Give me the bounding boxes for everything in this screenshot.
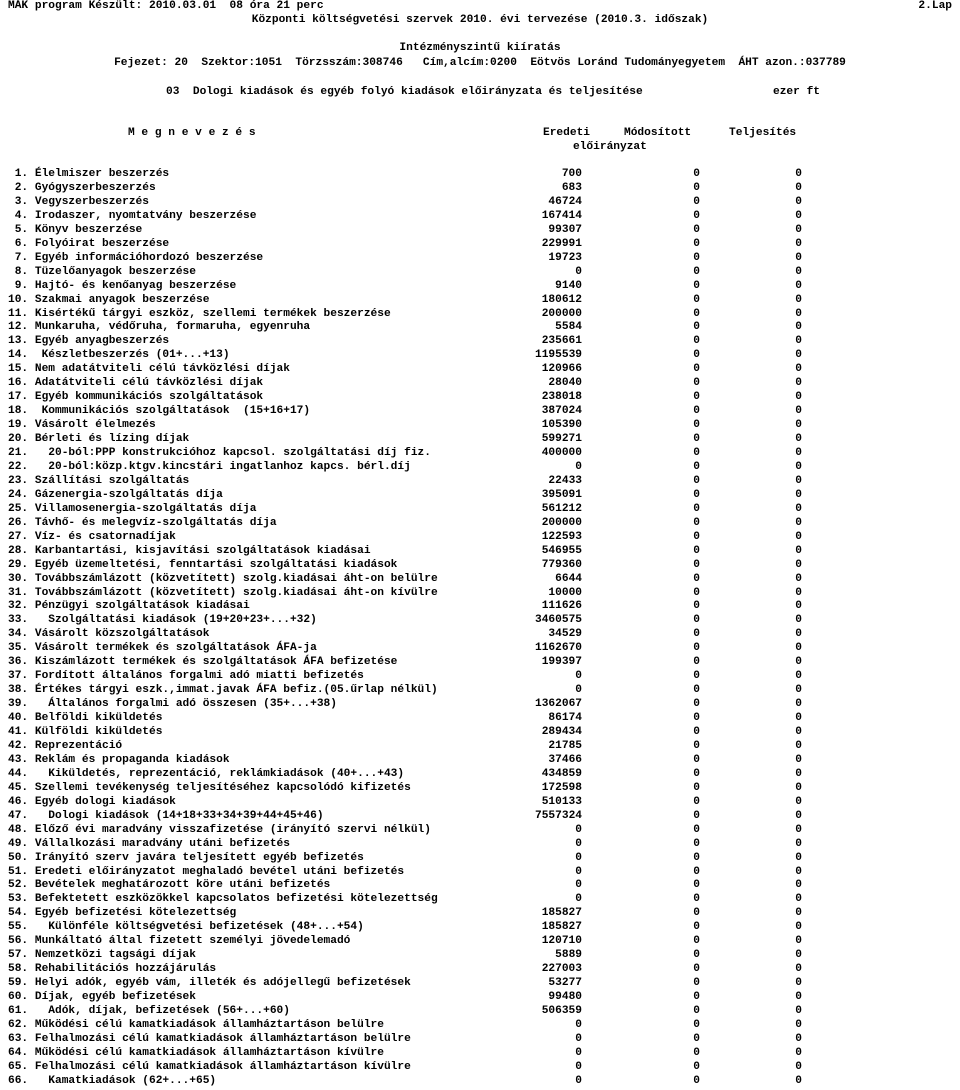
row-completed-value: 0	[795, 977, 802, 989]
row-completed-value: 0	[795, 712, 802, 724]
row-completed-value: 0	[795, 224, 802, 236]
row-label: 56. Munkáltató által fizetett személyi jövedelemadó	[8, 935, 351, 947]
row-modified-value: 0	[693, 461, 700, 473]
row-completed-value: 0	[795, 670, 802, 682]
row-completed-value: 0	[795, 266, 802, 278]
row-modified-value: 0	[693, 503, 700, 515]
row-original-value: 120710	[541, 935, 582, 947]
row-modified-value: 0	[693, 559, 700, 571]
row-label: 61. Adók, díjak, befizetések (56+...+60)	[8, 1005, 290, 1017]
row-completed-value: 0	[795, 768, 802, 780]
row-modified-value: 0	[693, 266, 700, 278]
report-subtitle: Központi költségvetési szervek 2010. évi tervezése (2010.3. időszak)	[251, 14, 709, 26]
row-label: 8. Tüzelőanyagok beszerzése	[8, 266, 196, 278]
row-modified-value: 0	[693, 879, 700, 891]
row-label: 43. Reklám és propaganda kiadások	[8, 754, 230, 766]
row-completed-value: 0	[795, 838, 802, 850]
row-original-value: 1362067	[535, 698, 582, 710]
row-modified-value: 0	[693, 1061, 700, 1073]
row-original-value: 200000	[541, 517, 582, 529]
row-original-value: 22433	[548, 475, 582, 487]
row-original-value: 122593	[541, 531, 582, 543]
row-label: 64. Működési célú kamatkiadások államháztartáson kívülre	[8, 1047, 384, 1059]
row-original-value: 400000	[541, 447, 582, 459]
row-label: 63. Felhalmozási célú kamatkiadások államháztartáson belülre	[8, 1033, 411, 1045]
row-label: 6. Folyóirat beszerzése	[8, 238, 170, 250]
row-label: 22. 20-ból:közp.ktgv.kincstári ingatlanhoz kapcs. bérl.díj	[8, 461, 411, 473]
row-modified-value: 0	[693, 1075, 700, 1087]
row-modified-value: 0	[693, 587, 700, 599]
row-completed-value: 0	[795, 935, 802, 947]
row-original-value: 0	[575, 866, 582, 878]
row-modified-value: 0	[693, 824, 700, 836]
row-original-value: 199397	[541, 656, 582, 668]
row-label: 65. Felhalmozási célú kamatkiadások államháztartáson kívülre	[8, 1061, 411, 1073]
row-completed-value: 0	[795, 949, 802, 961]
column-header-modified-sub: előirányzat	[573, 141, 647, 153]
row-original-value: 34529	[548, 628, 582, 640]
row-label: 36. Kiszámlázott termékek és szolgáltatások ÁFA befizetése	[8, 656, 398, 668]
row-modified-value: 0	[693, 419, 700, 431]
row-label: 20. Bérleti és lízing díjak	[8, 433, 190, 445]
row-original-value: 0	[575, 1019, 582, 1031]
row-label: 3. Vegyszerbeszerzés	[8, 196, 149, 208]
row-original-value: 200000	[541, 308, 582, 320]
row-original-value: 599271	[541, 433, 582, 445]
row-original-value: 1162670	[535, 642, 582, 654]
report-generated-info: MÁK program Készült: 2010.03.01 08 óra 21 perc	[8, 0, 324, 12]
row-original-value: 5584	[555, 321, 582, 333]
row-original-value: 5889	[555, 949, 582, 961]
row-completed-value: 0	[795, 517, 802, 529]
row-original-value: 180612	[541, 294, 582, 306]
row-label: 7. Egyéb információhordozó beszerzése	[8, 252, 264, 264]
row-original-value: 289434	[541, 726, 582, 738]
row-modified-value: 0	[693, 628, 700, 640]
row-original-value: 0	[575, 879, 582, 891]
row-original-value: 111626	[541, 600, 582, 612]
row-completed-value: 0	[795, 879, 802, 891]
row-label: 54. Egyéb befizetési kötelezettség	[8, 907, 237, 919]
row-original-value: 0	[575, 1047, 582, 1059]
row-original-value: 238018	[541, 391, 582, 403]
row-original-value: 510133	[541, 796, 582, 808]
row-completed-value: 0	[795, 238, 802, 250]
section-title: 03 Dologi kiadások és egyéb folyó kiadások előirányzata és teljesítése	[166, 86, 643, 98]
row-modified-value: 0	[693, 517, 700, 529]
column-header-completed: Teljesítés	[729, 127, 797, 139]
row-original-value: 0	[575, 852, 582, 864]
row-label: 14. Készletbeszerzés (01+...+13)	[8, 349, 230, 361]
row-completed-value: 0	[795, 196, 802, 208]
row-label: 37. Fordított általános forgalmi adó miatti befizetés	[8, 670, 364, 682]
row-label: 60. Díjak, egyéb befizetések	[8, 991, 196, 1003]
row-completed-value: 0	[795, 642, 802, 654]
row-label: 55. Különféle költségvetési befizetések (48+...+54)	[8, 921, 364, 933]
row-modified-value: 0	[693, 684, 700, 696]
row-modified-value: 0	[693, 698, 700, 710]
row-original-value: 120966	[541, 363, 582, 375]
row-original-value: 1195539	[535, 349, 582, 361]
row-completed-value: 0	[795, 377, 802, 389]
row-modified-value: 0	[693, 363, 700, 375]
row-modified-value: 0	[693, 642, 700, 654]
row-label: 62. Működési célú kamatkiadások államháztartáson belülre	[8, 1019, 384, 1031]
row-label: 2. Gyógyszerbeszerzés	[8, 182, 156, 194]
row-completed-value: 0	[795, 335, 802, 347]
row-completed-value: 0	[795, 210, 802, 222]
row-modified-value: 0	[693, 168, 700, 180]
row-original-value: 700	[561, 168, 582, 180]
row-modified-value: 0	[693, 600, 700, 612]
row-label: 24. Gázenergia-szolgáltatás díja	[8, 489, 223, 501]
row-label: 41. Külföldi kiküldetés	[8, 726, 163, 738]
row-modified-value: 0	[693, 712, 700, 724]
row-completed-value: 0	[795, 963, 802, 975]
row-modified-value: 0	[693, 335, 700, 347]
row-label: 30. Továbbszámlázott (közvetített) szolg.kiadásai áht-on belülre	[8, 573, 438, 585]
row-modified-value: 0	[693, 991, 700, 1003]
row-label: 66. Kamatkiadások (62+...+65)	[8, 1075, 217, 1087]
row-label: 42. Reprezentáció	[8, 740, 123, 752]
row-modified-value: 0	[693, 726, 700, 738]
row-original-value: 53277	[548, 977, 582, 989]
row-modified-value: 0	[693, 252, 700, 264]
row-modified-value: 0	[693, 754, 700, 766]
row-modified-value: 0	[693, 531, 700, 543]
row-label: 32. Pénzügyi szolgáltatások kiadásai	[8, 600, 250, 612]
row-label: 45. Szellemi tevékenység teljesítéséhez kapcsolódó kifizetés	[8, 782, 411, 794]
row-modified-value: 0	[693, 866, 700, 878]
row-label: 44. Kiküldetés, reprezentáció, reklámkiadások (40+...+43)	[8, 768, 405, 780]
row-modified-value: 0	[693, 573, 700, 585]
row-completed-value: 0	[795, 1019, 802, 1031]
row-completed-value: 0	[795, 1033, 802, 1045]
row-original-value: 185827	[541, 921, 582, 933]
row-label: 57. Nemzetközi tagsági díjak	[8, 949, 196, 961]
row-modified-value: 0	[693, 489, 700, 501]
row-label: 35. Vásárolt termékek és szolgáltatások ÁFA-ja	[8, 642, 317, 654]
row-label: 31. Továbbszámlázott (közvetített) szolg.kiadásai áht-on kívülre	[8, 587, 438, 599]
row-original-value: 506359	[541, 1005, 582, 1017]
row-modified-value: 0	[693, 963, 700, 975]
row-completed-value: 0	[795, 280, 802, 292]
row-completed-value: 0	[795, 893, 802, 905]
row-completed-value: 0	[795, 810, 802, 822]
report-title: Intézményszintű kiíratás	[399, 42, 561, 54]
row-original-value: 235661	[541, 335, 582, 347]
row-modified-value: 0	[693, 405, 700, 417]
row-label: 53. Befektetett eszközökkel kapcsolatos befizetési kötelezettség	[8, 893, 438, 905]
row-label: 58. Rehabilitációs hozzájárulás	[8, 963, 217, 975]
row-completed-value: 0	[795, 1061, 802, 1073]
row-original-value: 167414	[541, 210, 582, 222]
row-label: 19. Vásárolt élelmezés	[8, 419, 156, 431]
row-original-value: 561212	[541, 503, 582, 515]
row-completed-value: 0	[795, 559, 802, 571]
unit-label: ezer ft	[773, 86, 820, 98]
row-modified-value: 0	[693, 768, 700, 780]
row-label: 51. Eredeti előirányzatot meghaladó bevétel utáni befizetés	[8, 866, 405, 878]
row-label: 13. Egyéb anyagbeszerzés	[8, 335, 170, 347]
row-modified-value: 0	[693, 377, 700, 389]
row-completed-value: 0	[795, 866, 802, 878]
row-completed-value: 0	[795, 1075, 802, 1087]
row-completed-value: 0	[795, 294, 802, 306]
institution-ids: Fejezet: 20 Szektor:1051 Törzsszám:308746 Cím,alcím:0200 Eötvös Loránd Tudományegyetem ÁHT azon.:037789	[114, 57, 846, 69]
page-number: 2.Lap	[918, 0, 952, 12]
row-label: 39. Általános forgalmi adó összesen (35+...+38)	[8, 698, 337, 710]
row-label: 10. Szakmai anyagok beszerzése	[8, 294, 210, 306]
row-label: 15. Nem adatátviteli célú távközlési díjak	[8, 363, 290, 375]
row-original-value: 546955	[541, 545, 582, 557]
row-original-value: 86174	[548, 712, 582, 724]
row-completed-value: 0	[795, 419, 802, 431]
row-label: 23. Szállítási szolgáltatás	[8, 475, 190, 487]
row-completed-value: 0	[795, 587, 802, 599]
row-label: 11. Kisértékű tárgyi eszköz, szellemi termékek beszerzése	[8, 308, 391, 320]
row-label: 50. Irányító szerv javára teljesített egyéb befizetés	[8, 852, 364, 864]
row-original-value: 227003	[541, 963, 582, 975]
row-completed-value: 0	[795, 656, 802, 668]
row-completed-value: 0	[795, 461, 802, 473]
row-completed-value: 0	[795, 447, 802, 459]
row-modified-value: 0	[693, 1005, 700, 1017]
row-modified-value: 0	[693, 782, 700, 794]
row-completed-value: 0	[795, 433, 802, 445]
row-label: 48. Előző évi maradvány visszafizetése (irányító szervi nélkül)	[8, 824, 431, 836]
row-completed-value: 0	[795, 824, 802, 836]
row-original-value: 172598	[541, 782, 582, 794]
row-modified-value: 0	[693, 349, 700, 361]
row-label: 25. Villamosenergia-szolgáltatás díja	[8, 503, 257, 515]
row-completed-value: 0	[795, 475, 802, 487]
row-modified-value: 0	[693, 921, 700, 933]
row-completed-value: 0	[795, 503, 802, 515]
row-modified-value: 0	[693, 907, 700, 919]
row-label: 12. Munkaruha, védőruha, formaruha, egyenruha	[8, 321, 311, 333]
row-completed-value: 0	[795, 921, 802, 933]
row-completed-value: 0	[795, 252, 802, 264]
row-original-value: 6644	[555, 573, 582, 585]
row-modified-value: 0	[693, 852, 700, 864]
row-modified-value: 0	[693, 740, 700, 752]
row-modified-value: 0	[693, 1047, 700, 1059]
row-original-value: 28040	[548, 377, 582, 389]
row-completed-value: 0	[795, 684, 802, 696]
row-original-value: 0	[575, 684, 582, 696]
row-label: 47. Dologi kiadások (14+18+33+34+39+44+45+46)	[8, 810, 324, 822]
row-completed-value: 0	[795, 614, 802, 626]
row-completed-value: 0	[795, 489, 802, 501]
row-original-value: 434859	[541, 768, 582, 780]
row-modified-value: 0	[693, 545, 700, 557]
row-completed-value: 0	[795, 1047, 802, 1059]
row-completed-value: 0	[795, 726, 802, 738]
column-header-original: Eredeti	[543, 127, 590, 139]
row-original-value: 387024	[541, 405, 582, 417]
row-label: 27. Víz- és csatornadíjak	[8, 531, 176, 543]
row-modified-value: 0	[693, 949, 700, 961]
row-original-value: 0	[575, 1075, 582, 1087]
row-label: 26. Távhő- és melegvíz-szolgáltatás díja	[8, 517, 277, 529]
row-modified-value: 0	[693, 670, 700, 682]
row-modified-value: 0	[693, 280, 700, 292]
row-label: 5. Könyv beszerzése	[8, 224, 143, 236]
row-completed-value: 0	[795, 308, 802, 320]
row-original-value: 0	[575, 1033, 582, 1045]
row-label: 59. Helyi adók, egyéb vám, illeték és adójellegű befizetések	[8, 977, 411, 989]
row-modified-value: 0	[693, 447, 700, 459]
row-completed-value: 0	[795, 907, 802, 919]
row-original-value: 229991	[541, 238, 582, 250]
row-modified-value: 0	[693, 1019, 700, 1031]
row-completed-value: 0	[795, 182, 802, 194]
row-modified-value: 0	[693, 935, 700, 947]
row-original-value: 683	[561, 182, 582, 194]
row-modified-value: 0	[693, 810, 700, 822]
row-label: 40. Belföldi kiküldetés	[8, 712, 163, 724]
row-completed-value: 0	[795, 782, 802, 794]
row-completed-value: 0	[795, 349, 802, 361]
row-modified-value: 0	[693, 796, 700, 808]
row-original-value: 7557324	[535, 810, 582, 822]
row-original-value: 99480	[548, 991, 582, 1003]
row-label: 49. Vállalkozási maradvány utáni befizetés	[8, 838, 290, 850]
row-label: 4. Irodaszer, nyomtatvány beszerzése	[8, 210, 257, 222]
row-completed-value: 0	[795, 321, 802, 333]
row-modified-value: 0	[693, 210, 700, 222]
row-original-value: 0	[575, 893, 582, 905]
row-original-value: 105390	[541, 419, 582, 431]
row-completed-value: 0	[795, 628, 802, 640]
row-original-value: 185827	[541, 907, 582, 919]
row-original-value: 3460575	[535, 614, 582, 626]
row-label: 18. Kommunikációs szolgáltatások (15+16+17)	[8, 405, 311, 417]
row-completed-value: 0	[795, 740, 802, 752]
row-modified-value: 0	[693, 224, 700, 236]
row-modified-value: 0	[693, 656, 700, 668]
row-modified-value: 0	[693, 614, 700, 626]
column-header-modified: Módosított	[624, 127, 692, 139]
row-label: 46. Egyéb dologi kiadások	[8, 796, 176, 808]
row-completed-value: 0	[795, 168, 802, 180]
row-modified-value: 0	[693, 977, 700, 989]
row-label: 9. Hajtó- és kenőanyag beszerzése	[8, 280, 237, 292]
row-original-value: 0	[575, 838, 582, 850]
row-label: 17. Egyéb kommunikációs szolgáltatások	[8, 391, 264, 403]
row-modified-value: 0	[693, 294, 700, 306]
row-label: 38. Értékes tárgyi eszk.,immat.javak ÁFA befiz.(05.űrlap nélkül)	[8, 684, 438, 696]
row-label: 28. Karbantartási, kisjavítási szolgáltatások kiadásai	[8, 545, 371, 557]
row-completed-value: 0	[795, 573, 802, 585]
row-original-value: 10000	[548, 587, 582, 599]
row-completed-value: 0	[795, 698, 802, 710]
row-modified-value: 0	[693, 433, 700, 445]
row-original-value: 46724	[548, 196, 582, 208]
row-label: 52. Bevételek meghatározott köre utáni befizetés	[8, 879, 331, 891]
row-label: 1. Élelmiszer beszerzés	[8, 168, 170, 180]
row-modified-value: 0	[693, 321, 700, 333]
row-completed-value: 0	[795, 754, 802, 766]
row-original-value: 0	[575, 1061, 582, 1073]
row-modified-value: 0	[693, 196, 700, 208]
row-completed-value: 0	[795, 1005, 802, 1017]
row-label: 29. Egyéb üzemeltetési, fenntartási szolgáltatási kiadások	[8, 559, 398, 571]
row-original-value: 9140	[555, 280, 582, 292]
row-completed-value: 0	[795, 405, 802, 417]
row-modified-value: 0	[693, 182, 700, 194]
row-modified-value: 0	[693, 1033, 700, 1045]
row-original-value: 0	[575, 266, 582, 278]
row-completed-value: 0	[795, 852, 802, 864]
row-label: 33. Szolgáltatási kiadások (19+20+23+...+32)	[8, 614, 317, 626]
row-original-value: 21785	[548, 740, 582, 752]
row-modified-value: 0	[693, 391, 700, 403]
row-original-value: 0	[575, 824, 582, 836]
row-original-value: 0	[575, 461, 582, 473]
row-original-value: 37466	[548, 754, 582, 766]
row-label: 34. Vásárolt közszolgáltatások	[8, 628, 210, 640]
row-original-value: 19723	[548, 252, 582, 264]
row-original-value: 0	[575, 670, 582, 682]
row-original-value: 779360	[541, 559, 582, 571]
row-label: 16. Adatátviteli célú távközlési díjak	[8, 377, 264, 389]
row-completed-value: 0	[795, 545, 802, 557]
row-completed-value: 0	[795, 363, 802, 375]
row-completed-value: 0	[795, 531, 802, 543]
column-header-name: M e g n e v e z é s	[128, 127, 256, 139]
row-completed-value: 0	[795, 600, 802, 612]
row-modified-value: 0	[693, 475, 700, 487]
row-label: 21. 20-ból:PPP konstrukcióhoz kapcsol. szolgáltatási díj fiz.	[8, 447, 431, 459]
row-completed-value: 0	[795, 991, 802, 1003]
row-modified-value: 0	[693, 838, 700, 850]
row-modified-value: 0	[693, 238, 700, 250]
row-modified-value: 0	[693, 893, 700, 905]
row-completed-value: 0	[795, 796, 802, 808]
row-original-value: 395091	[541, 489, 582, 501]
row-modified-value: 0	[693, 308, 700, 320]
row-completed-value: 0	[795, 391, 802, 403]
row-original-value: 99307	[548, 224, 582, 236]
